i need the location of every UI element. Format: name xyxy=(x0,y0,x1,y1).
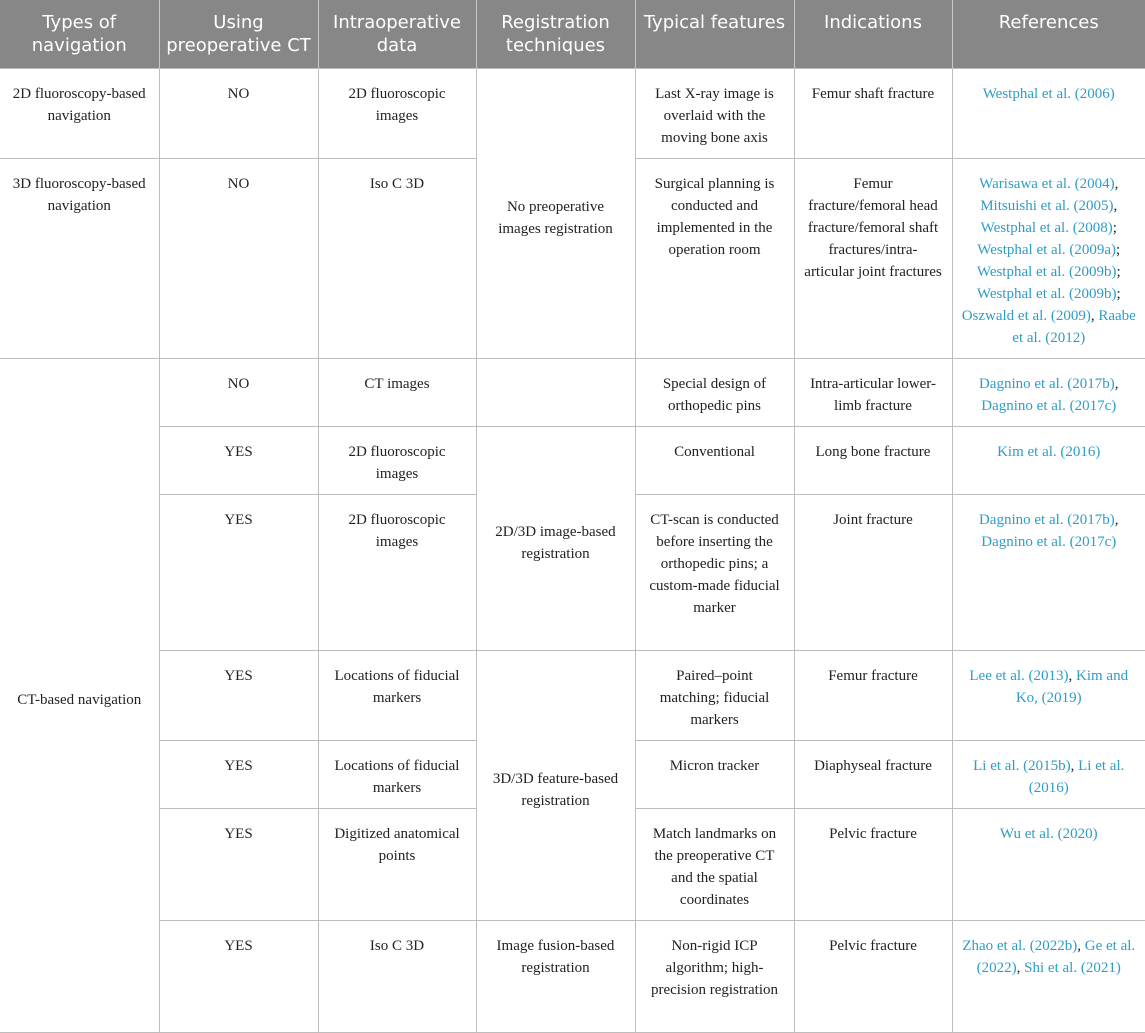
navigation-type-cell: 3D fluoroscopy-based navigation xyxy=(0,159,159,359)
indications-cell: Joint fracture xyxy=(794,495,952,651)
references-cell xyxy=(952,495,1145,651)
preoperative-ct-cell: NO xyxy=(159,159,318,359)
reference-separator: , xyxy=(1068,668,1073,684)
reference-link[interactable]: Lee et al. (2013) xyxy=(969,668,1069,684)
header-intraoperative-data: Intraoperative data xyxy=(318,0,476,69)
header-registration-techniques: Registration techniques xyxy=(476,0,635,69)
references-cell xyxy=(952,651,1145,741)
navigation-type-cell: CT-based navigation xyxy=(0,359,159,1033)
reference-separator: , xyxy=(1114,376,1119,392)
table-row xyxy=(0,359,1145,427)
indications-cell: Long bone fracture xyxy=(794,427,952,495)
intraoperative-data-cell: 2D fluoroscopic images xyxy=(318,427,476,495)
typical-features-cell: Paired–point matching; fiducial markers xyxy=(635,651,794,741)
typical-features-cell: Last X-ray image is overlaid with the moving bone axis xyxy=(635,69,794,159)
references-cell xyxy=(952,921,1145,1033)
registration-technique-cell: 3D/3D feature-based registration xyxy=(476,651,635,921)
header-indications: Indications xyxy=(794,0,952,69)
table-row xyxy=(0,427,1145,495)
header-navigation-type: Types of navigation xyxy=(0,0,159,69)
indications-cell: Pelvic fracture xyxy=(794,809,952,921)
typical-features-cell: Conventional xyxy=(635,427,794,495)
preoperative-ct-cell: YES xyxy=(159,495,318,651)
preoperative-ct-cell: YES xyxy=(159,651,318,741)
reference-link[interactable]: Dagnino et al. (2017c) xyxy=(981,534,1117,550)
intraoperative-data-cell: 2D fluoroscopic images xyxy=(318,69,476,159)
intraoperative-data-cell: Digitized anatomical points xyxy=(318,809,476,921)
intraoperative-data-cell: Locations of fiducial markers xyxy=(318,741,476,809)
indications-cell: Diaphyseal fracture xyxy=(794,741,952,809)
reference-link[interactable]: Ge et al. (2022) xyxy=(976,938,1136,976)
references-cell xyxy=(952,69,1145,159)
typical-features-cell: Surgical planning is conducted and implemented in the operation room xyxy=(635,159,794,359)
intraoperative-data-cell: 2D fluoroscopic images xyxy=(318,495,476,651)
typical-features-cell: Non-rigid ICP algorithm; high-precision registration xyxy=(635,921,794,1033)
reference-link[interactable]: Kim and Ko, (2019) xyxy=(1015,668,1129,706)
reference-link[interactable]: Westphal et al. (2009b) xyxy=(976,286,1117,302)
reference-link[interactable]: Warisawa et al. (2004) xyxy=(979,176,1115,192)
preoperative-ct-cell: NO xyxy=(159,359,318,427)
references-cell xyxy=(952,159,1145,359)
reference-link[interactable]: Westphal et al. (2009a) xyxy=(977,242,1117,258)
indications-cell: Femur shaft fracture xyxy=(794,69,952,159)
reference-link[interactable]: Dagnino et al. (2017b) xyxy=(978,376,1115,392)
navigation-type-cell: 2D fluoroscopy-based navigation xyxy=(0,69,159,159)
typical-features-cell: Match landmarks on the preoperative CT and the spatial coordinates xyxy=(635,809,794,921)
reference-link[interactable]: Wu et al. (2020) xyxy=(999,826,1098,842)
preoperative-ct-cell: YES xyxy=(159,741,318,809)
reference-link[interactable]: Raabe et al. (2012) xyxy=(1012,308,1136,346)
references-cell xyxy=(952,427,1145,495)
intraoperative-data-cell: Iso C 3D xyxy=(318,921,476,1033)
intraoperative-data-cell: Iso C 3D xyxy=(318,159,476,359)
reference-link[interactable]: Westphal et al. (2009b) xyxy=(976,264,1117,280)
preoperative-ct-cell: YES xyxy=(159,921,318,1033)
registration-technique-cell: Image fusion-based registration xyxy=(476,921,635,1033)
reference-separator: ; xyxy=(1112,220,1117,236)
reference-link[interactable]: Dagnino et al. (2017c) xyxy=(981,398,1117,414)
reference-separator: ; xyxy=(1116,242,1121,258)
reference-link[interactable]: Zhao et al. (2022b) xyxy=(962,938,1078,954)
typical-features-cell: Micron tracker xyxy=(635,741,794,809)
reference-separator: , xyxy=(1090,308,1095,324)
header-references: References xyxy=(952,0,1145,69)
reference-separator: , xyxy=(1113,198,1118,214)
references-cell xyxy=(952,741,1145,809)
indications-cell: Pelvic fracture xyxy=(794,921,952,1033)
reference-link[interactable]: Westphal et al. (2008) xyxy=(980,220,1113,236)
registration-technique-cell xyxy=(476,359,635,427)
references-cell xyxy=(952,809,1145,921)
registration-technique-cell: No preoperative images registration xyxy=(476,69,635,359)
table-header-row xyxy=(0,0,1145,69)
reference-link[interactable]: Dagnino et al. (2017b) xyxy=(978,512,1115,528)
reference-link[interactable]: Shi et al. (2021) xyxy=(1024,960,1121,976)
reference-link[interactable]: Oszwald et al. (2009) xyxy=(961,308,1091,324)
typical-features-cell: CT-scan is conducted before inserting the orthopedic pins; a custom-made fiducial marker xyxy=(635,495,794,651)
intraoperative-data-cell: CT images xyxy=(318,359,476,427)
reference-separator: , xyxy=(1070,758,1075,774)
indications-cell: Femur fracture/femoral head fracture/femoral shaft fractures/intra-articular joint fractures xyxy=(794,159,952,359)
reference-separator: , xyxy=(1114,512,1119,528)
reference-link[interactable]: Mitsuishi et al. (2005) xyxy=(980,198,1114,214)
table-row xyxy=(0,651,1145,741)
header-typical-features: Typical features xyxy=(635,0,794,69)
reference-link[interactable]: Kim et al. (2016) xyxy=(997,444,1101,460)
preoperative-ct-cell: YES xyxy=(159,809,318,921)
indications-cell: Femur fracture xyxy=(794,651,952,741)
reference-separator: , xyxy=(1114,176,1119,192)
typical-features-cell: Special design of orthopedic pins xyxy=(635,359,794,427)
reference-separator: , xyxy=(1016,960,1021,976)
references-cell xyxy=(952,359,1145,427)
table-row xyxy=(0,69,1145,159)
reference-separator: ; xyxy=(1116,286,1121,302)
indications-cell: Intra-articular lower-limb fracture xyxy=(794,359,952,427)
preoperative-ct-cell: YES xyxy=(159,427,318,495)
reference-separator: , xyxy=(1077,938,1082,954)
reference-link[interactable]: Westphal et al. (2006) xyxy=(982,86,1115,102)
preoperative-ct-cell: NO xyxy=(159,69,318,159)
header-preoperative-ct: Using preoperative CT xyxy=(159,0,318,69)
intraoperative-data-cell: Locations of fiducial markers xyxy=(318,651,476,741)
reference-separator: ; xyxy=(1116,264,1121,280)
registration-technique-cell: 2D/3D image-based registration xyxy=(476,427,635,651)
table-row xyxy=(0,921,1145,1033)
reference-link[interactable]: Li et al. (2015b) xyxy=(973,758,1071,774)
reference-link[interactable]: Li et al. (2016) xyxy=(1028,758,1125,796)
